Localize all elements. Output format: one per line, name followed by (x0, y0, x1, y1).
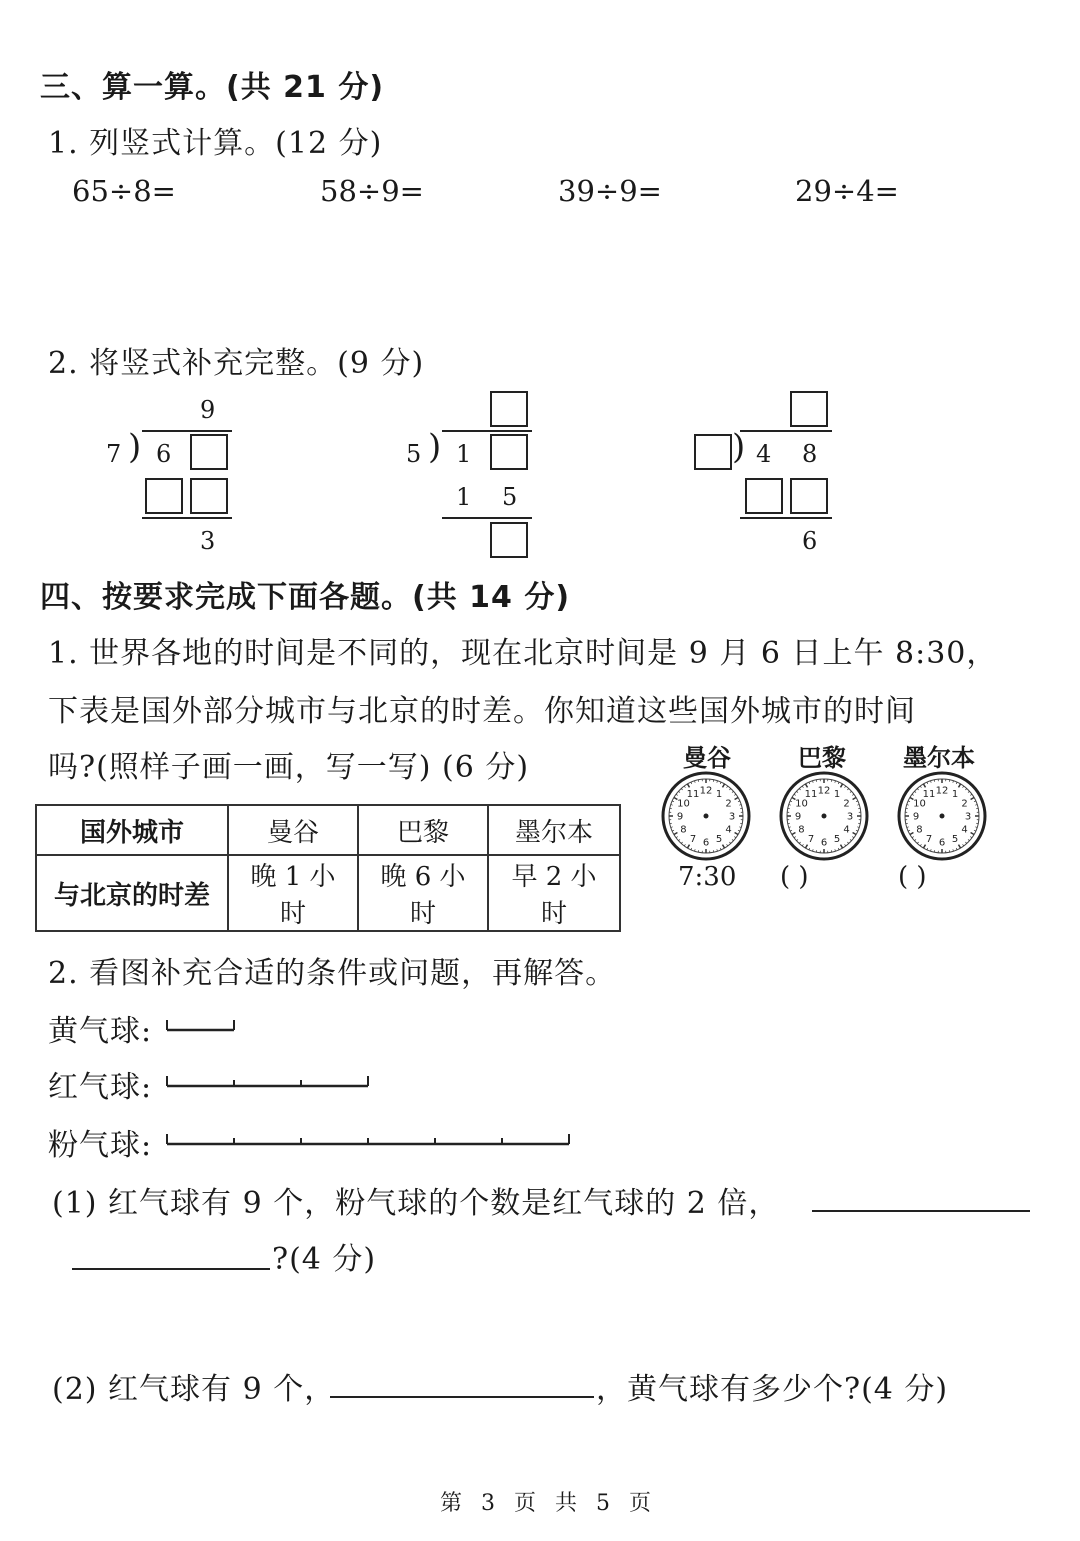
div3-blank-product-2[interactable] (790, 478, 828, 514)
div2-product-digit-2: 5 (502, 483, 518, 511)
clock-center-dot (822, 814, 827, 819)
bar-yellow (166, 1016, 586, 1036)
section4-q1-line2: 下表是国外部分城市与北京的时差。你知道这些国外城市的时间 (48, 694, 916, 729)
div1-remainder: 3 (200, 527, 216, 555)
clock-answer-melbourne[interactable]: ( ) (898, 862, 927, 892)
div3-bracket: ) (732, 427, 746, 467)
clock-bangkok[interactable] (660, 770, 752, 862)
div2-bracket: ) (428, 427, 442, 467)
clock-number: 4 (843, 824, 850, 836)
clock-number: 2 (843, 798, 850, 810)
clock-number: 6 (938, 837, 946, 849)
div3-blank-divisor[interactable] (694, 434, 732, 470)
div1-quotient: 9 (200, 396, 216, 424)
clock-number: 8 (916, 824, 923, 836)
clock-answer-bangkok: 7:30 (678, 862, 737, 892)
clock-number: 8 (798, 824, 805, 836)
bar-label-red: 红气球: (48, 1070, 153, 1105)
div2-divisor: 5 (406, 440, 422, 468)
clock-number: 4 (725, 824, 732, 836)
clock-number: 10 (913, 798, 926, 810)
div1-blank-product-2[interactable] (190, 478, 228, 514)
section4-q1-line3: 吗?(照样子画一画，写一写) (6 分) (48, 750, 530, 785)
table-row (36, 855, 620, 931)
clock-number: 12 (935, 785, 949, 797)
sub2-answer-blank[interactable] (330, 1396, 594, 1398)
section4-q2-title: 2. 看图补充合适的条件或问题，再解答。 (48, 956, 617, 991)
clock-number: 2 (725, 798, 732, 810)
clock-number: 1 (951, 788, 959, 800)
table-cell-diff: 晚 6 小时 (358, 855, 488, 931)
bar-red (166, 1072, 586, 1092)
clock-label-melbourne: 墨尔本 (903, 744, 975, 772)
clock-melbourne[interactable] (896, 770, 988, 862)
bar-label-yellow: 黄气球: (48, 1014, 153, 1049)
clock-number: 12 (699, 785, 713, 797)
clock-number: 10 (795, 798, 808, 810)
table-header-city: 国外城市 (36, 805, 228, 855)
div2-blank-remainder[interactable] (490, 522, 528, 558)
equation-4: 29÷4= (795, 174, 899, 208)
clock-center-dot (704, 814, 709, 819)
clock-number: 10 (677, 798, 690, 810)
clock-number: 7 (689, 834, 697, 846)
div2-product-digit-1: 1 (456, 483, 472, 511)
clock-number: 3 (964, 811, 972, 823)
sub1-text: (1) 红气球有 9 个，粉气球的个数是红气球的 2 倍， (52, 1186, 780, 1221)
time-difference-table (35, 804, 621, 932)
bar-pink (166, 1130, 586, 1150)
table-cell-city: 巴黎 (358, 805, 488, 855)
sub2-start: (2) 红气球有 9 个， (52, 1372, 336, 1407)
clock-number: 5 (833, 834, 841, 846)
div1-divisor: 7 (106, 440, 122, 468)
div3-bar (740, 430, 832, 432)
clock-answer-paris[interactable]: ( ) (780, 862, 809, 892)
clock-number: 5 (951, 834, 959, 846)
clock-number: 7 (807, 834, 815, 846)
clock-number: 1 (715, 788, 723, 800)
div1-blank-product-1[interactable] (145, 478, 183, 514)
div2-blank-dividend[interactable] (490, 434, 528, 470)
div1-blank-dividend[interactable] (190, 434, 228, 470)
equation-2: 58÷9= (320, 174, 424, 208)
div2-bar (442, 430, 532, 432)
clock-number: 11 (804, 788, 818, 800)
div3-dividend-digit-1: 4 (756, 440, 772, 468)
equation-3: 39÷9= (558, 174, 662, 208)
clock-number: 9 (912, 811, 920, 823)
div3-dividend-digit-2: 8 (802, 440, 818, 468)
clock-center-dot (940, 814, 945, 819)
clock-number: 9 (676, 811, 684, 823)
clock-number: 8 (680, 824, 687, 836)
equation-1: 65÷8= (72, 174, 176, 208)
clock-label-paris: 巴黎 (798, 744, 846, 772)
table-cell-diff: 晚 1 小时 (228, 855, 358, 931)
clock-number: 3 (728, 811, 736, 823)
section3-q2-title: 2. 将竖式补充完整。(9 分) (48, 346, 425, 381)
div1-bar (142, 430, 232, 432)
sub1-answer-blank-2[interactable] (72, 1268, 270, 1270)
clock-number: 5 (715, 834, 723, 846)
div3-blank-quotient[interactable] (790, 391, 828, 427)
div2-subtract-line (442, 517, 532, 519)
div1-dividend-digit: 6 (156, 440, 172, 468)
clock-number: 9 (794, 811, 802, 823)
table-row (36, 805, 620, 855)
bar-label-pink: 粉气球: (48, 1128, 153, 1163)
sub2-end: ，黄气球有多少个?(4 分) (596, 1372, 949, 1407)
div3-remainder: 6 (802, 527, 818, 555)
clock-number: 4 (961, 824, 968, 836)
clock-number: 3 (846, 811, 854, 823)
clock-number: 2 (961, 798, 968, 810)
table-cell-city: 墨尔本 (488, 805, 620, 855)
clock-label-bangkok: 曼谷 (683, 744, 731, 772)
clock-number: 1 (833, 788, 841, 800)
section4-q1-line1: 1. 世界各地的时间是不同的，现在北京时间是 9 月 6 日上午 8:30， (48, 636, 998, 671)
page-footer: 第 3 页 共 5 页 (440, 1491, 657, 1516)
div3-blank-product-1[interactable] (745, 478, 783, 514)
clock-number: 6 (702, 837, 710, 849)
section4-title: 四、按要求完成下面各题。(共 14 分) (40, 580, 571, 615)
table-header-diff: 与北京的时差 (36, 855, 228, 931)
section3-title: 三、算一算。(共 21 分) (40, 70, 385, 105)
clock-number: 7 (925, 834, 933, 846)
div3-subtract-line (740, 517, 832, 519)
clock-number: 12 (817, 785, 831, 797)
clock-number: 11 (922, 788, 936, 800)
section3-q1-title: 1. 列竖式计算。(12 分) (48, 126, 383, 161)
clock-paris[interactable] (778, 770, 870, 862)
sub1-end: ?(4 分) (272, 1242, 377, 1277)
div2-dividend-digit: 1 (456, 440, 472, 468)
div2-blank-quotient[interactable] (490, 391, 528, 427)
sub1-answer-blank-1[interactable] (812, 1210, 1030, 1212)
div1-bracket: ) (128, 427, 142, 467)
table-cell-diff: 早 2 小时 (488, 855, 620, 931)
clock-number: 11 (686, 788, 700, 800)
clock-number: 6 (820, 837, 828, 849)
table-cell-city: 曼谷 (228, 805, 358, 855)
div1-subtract-line (142, 517, 232, 519)
